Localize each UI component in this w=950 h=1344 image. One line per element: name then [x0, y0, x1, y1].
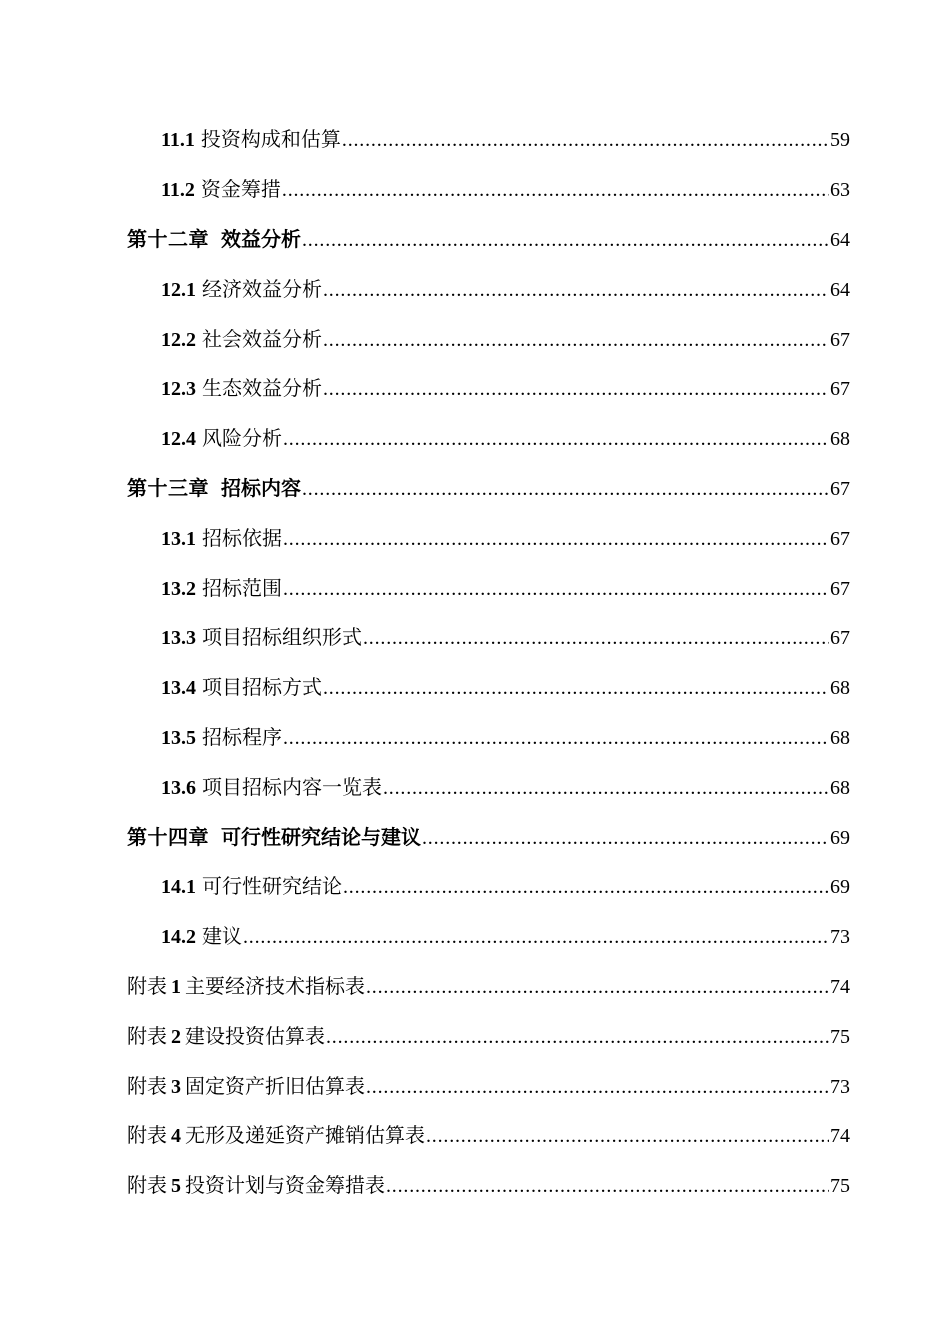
dot-leader	[323, 328, 829, 352]
chapter-label: 第十二章	[127, 226, 209, 251]
section-number: 13.4	[161, 677, 196, 700]
page-number: 67	[830, 527, 850, 550]
appendix-title: 建设投资估算表	[185, 1023, 325, 1048]
toc-entry-13-1[interactable]	[0, 513, 950, 563]
page-number: 64	[830, 278, 850, 301]
toc-entry-12-3[interactable]	[0, 364, 950, 414]
dot-leader	[326, 1025, 829, 1049]
section-number: 13.5	[161, 726, 196, 749]
toc-entry-13-6[interactable]	[0, 762, 950, 812]
chapter-label: 第十三章	[127, 475, 209, 500]
toc-appendix-4[interactable]	[0, 1111, 950, 1161]
table-of-contents	[0, 115, 950, 1211]
section-number: 13.1	[161, 527, 196, 550]
appendix-number: 1	[171, 975, 181, 998]
section-title: 招标程序	[202, 724, 282, 749]
appendix-prefix: 附表	[127, 1073, 167, 1098]
dot-leader	[366, 975, 829, 999]
section-number: 12.1	[161, 278, 196, 301]
section-title: 经济效益分析	[202, 276, 322, 301]
section-number: 12.4	[161, 428, 196, 451]
toc-entry-13-3[interactable]	[0, 613, 950, 663]
toc-chapter-12[interactable]	[0, 215, 950, 265]
chapter-title: 可行性研究结论与建议	[221, 824, 421, 849]
section-title: 项目招标内容一览表	[202, 774, 382, 799]
page-number: 69	[830, 826, 850, 849]
toc-entry-13-2[interactable]	[0, 563, 950, 613]
toc-entry-12-2[interactable]	[0, 314, 950, 364]
toc-appendix-5[interactable]	[0, 1161, 950, 1211]
section-number: 14.2	[161, 926, 196, 949]
toc-entry-11-1[interactable]	[0, 115, 950, 165]
toc-chapter-13[interactable]	[0, 464, 950, 514]
page-number: 67	[830, 577, 850, 600]
appendix-number: 4	[171, 1125, 181, 1148]
section-number: 11.2	[161, 179, 195, 202]
dot-leader	[283, 577, 829, 601]
page-number: 68	[830, 776, 850, 799]
section-title: 招标依据	[202, 525, 282, 550]
section-title: 投资构成和估算	[200, 127, 341, 152]
section-title: 项目招标组织形式	[202, 625, 362, 650]
section-title: 可行性研究结论	[202, 874, 342, 899]
appendix-title: 固定资产折旧估算表	[185, 1073, 365, 1098]
dot-leader	[323, 676, 829, 700]
section-title: 资金筹措	[200, 177, 281, 202]
page-number: 59	[830, 129, 850, 152]
toc-appendix-1[interactable]	[0, 962, 950, 1012]
section-title: 建议	[202, 924, 242, 949]
dot-leader	[243, 925, 829, 949]
appendix-prefix: 附表	[127, 1023, 167, 1048]
toc-entry-14-1[interactable]	[0, 862, 950, 912]
page-number: 68	[830, 428, 850, 451]
dot-leader	[386, 1174, 829, 1198]
appendix-title: 投资计划与资金筹措表	[185, 1173, 385, 1198]
toc-entry-12-1[interactable]	[0, 264, 950, 314]
toc-entry-13-4[interactable]	[0, 663, 950, 713]
section-title: 风险分析	[202, 426, 282, 451]
page-number: 75	[830, 1175, 850, 1198]
section-title: 招标范围	[202, 575, 282, 600]
page-number: 73	[830, 1075, 850, 1098]
page-number: 68	[830, 726, 850, 749]
toc-entry-14-2[interactable]	[0, 912, 950, 962]
dot-leader	[383, 776, 829, 800]
appendix-title: 主要经济技术指标表	[185, 973, 365, 998]
toc-chapter-14[interactable]	[0, 812, 950, 862]
dot-leader	[426, 1124, 829, 1148]
page-number: 64	[830, 228, 850, 251]
section-title: 生态效益分析	[202, 376, 322, 401]
page-number: 74	[830, 975, 850, 998]
chapter-title: 效益分析	[221, 226, 301, 251]
page-number: 68	[830, 677, 850, 700]
chapter-label: 第十四章	[127, 824, 209, 849]
dot-leader	[343, 875, 829, 899]
dot-leader	[282, 178, 829, 202]
toc-appendix-3[interactable]	[0, 1061, 950, 1111]
section-number: 13.2	[161, 577, 196, 600]
toc-appendix-2[interactable]	[0, 1011, 950, 1061]
appendix-title: 无形及递延资产摊销估算表	[185, 1123, 425, 1148]
section-title: 项目招标方式	[202, 675, 322, 700]
toc-entry-12-4[interactable]	[0, 414, 950, 464]
page-number: 67	[830, 627, 850, 650]
page-number: 63	[830, 179, 850, 202]
section-number: 12.2	[161, 328, 196, 351]
appendix-prefix: 附表	[127, 1123, 167, 1148]
dot-leader	[323, 377, 829, 401]
section-number: 14.1	[161, 876, 196, 899]
dot-leader	[323, 278, 829, 302]
toc-entry-11-2[interactable]	[0, 165, 950, 215]
section-number: 13.6	[161, 776, 196, 799]
appendix-prefix: 附表	[127, 1173, 167, 1198]
dot-leader	[283, 726, 829, 750]
page-number: 74	[830, 1125, 850, 1148]
dot-leader	[283, 427, 829, 451]
page-number: 69	[830, 876, 850, 899]
dot-leader	[302, 228, 829, 252]
appendix-number: 2	[171, 1025, 181, 1048]
section-number: 11.1	[161, 129, 195, 152]
dot-leader	[422, 826, 829, 850]
toc-entry-13-5[interactable]	[0, 713, 950, 763]
page-number: 67	[830, 328, 850, 351]
section-number: 12.3	[161, 378, 196, 401]
section-number: 13.3	[161, 627, 196, 650]
dot-leader	[366, 1075, 829, 1099]
section-title: 社会效益分析	[202, 326, 322, 351]
appendix-number: 5	[171, 1175, 181, 1198]
appendix-prefix: 附表	[127, 973, 167, 998]
dot-leader	[302, 477, 829, 501]
dot-leader	[342, 128, 829, 152]
chapter-title: 招标内容	[221, 475, 301, 500]
page-number: 75	[830, 1025, 850, 1048]
dot-leader	[283, 527, 829, 551]
appendix-number: 3	[171, 1075, 181, 1098]
page-number: 73	[830, 926, 850, 949]
dot-leader	[363, 626, 829, 650]
page-number: 67	[830, 477, 850, 500]
page-number: 67	[830, 378, 850, 401]
